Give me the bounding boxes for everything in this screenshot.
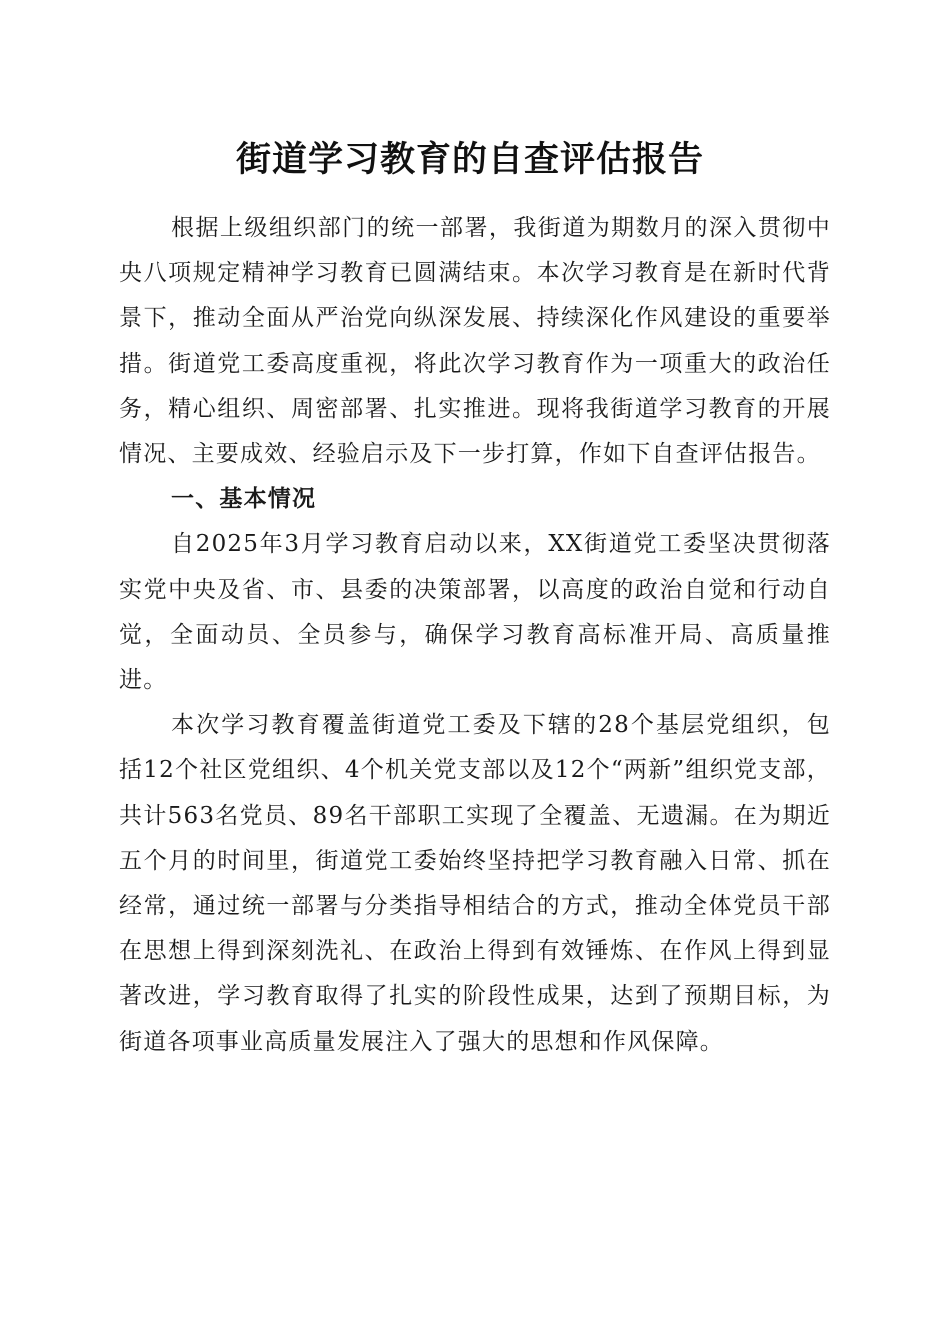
document-body: [119, 206, 831, 1065]
section-heading-basic-situation: 一、基本情况: [171, 486, 317, 513]
document-title: 街道学习教育的自查评估报告: [235, 139, 704, 180]
paragraph-intro: 根据上级组织部门的统一部署，我街道为期数月的深入贯彻中央八项规定精神学习教育已圆满结束。本次学习教育是在新时代背景下，推动全面从严治党向纵深发展、持续深化作风建设的重要举措。街道党工委高度重视，将此次学习教育作为一项重大的政治任务，精心组织、周密部署、扎实推进。现将我街道学习教育的开展情况、主要成效、经验启示及下一步打算，作如下自查评估报告。: [119, 215, 831, 468]
paragraph-coverage: 本次学习教育覆盖街道党工委及下辖的28个基层党组织，包括12个社区党组织、4个机关党支部以及12个“两新”组织党支部，共计563名党员、89名干部职工实现了全覆盖、无遗漏。在为期近五个月的时间里，街道党工委始终坚持把学习教育融入日常、抓在经常，通过统一部署与分类指导相结合的方式，推动全体党员干部在思想上得到深刻洗礼、在政治上得到有效锤炼、在作风上得到显著改进，学习教育取得了扎实的阶段性成果，达到了预期目标，为街道各项事业高质量发展注入了强大的思想和作风保障。: [119, 712, 831, 1055]
paragraph-launch: 自2025年3月学习教育启动以来，XX街道党工委坚决贯彻落实党中央及省、市、县委的决策部署，以高度的政治自觉和行动自觉，全面动员、全员参与，确保学习教育高标准开局、高质量推进。: [119, 531, 831, 694]
